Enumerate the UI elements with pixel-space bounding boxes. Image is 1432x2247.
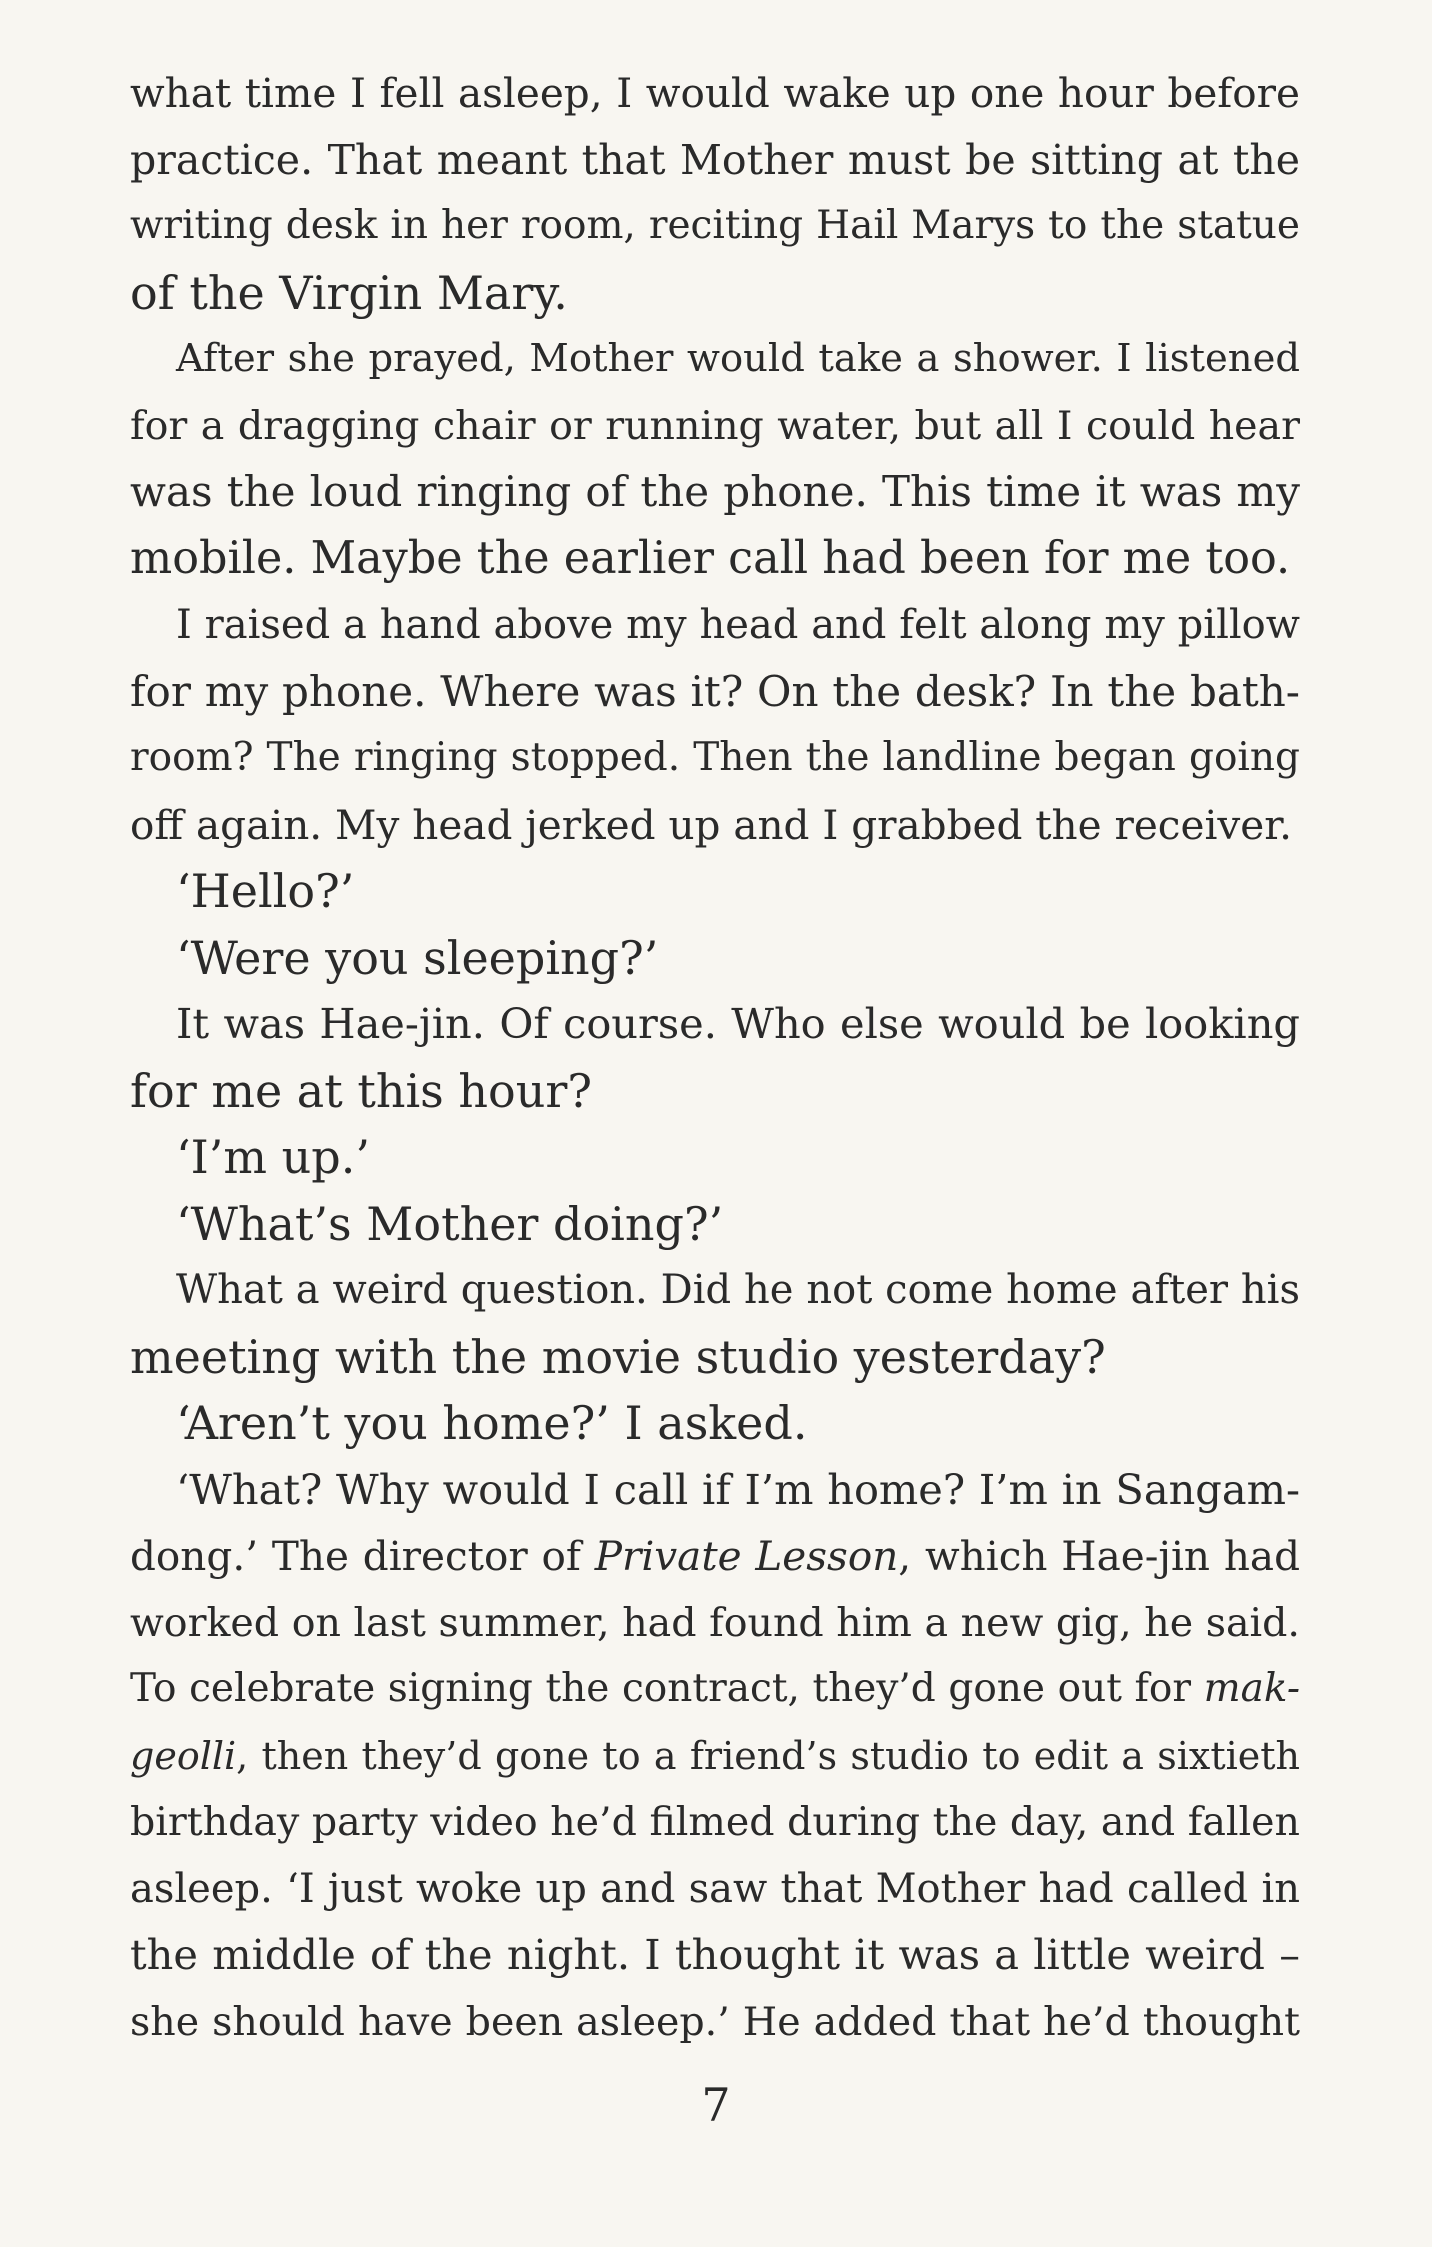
text-line: After she prayed, Mother would take a shower. I listened <box>176 336 1300 381</box>
text-line: for my phone. Where was it? On the desk? In the bath- <box>130 666 1300 716</box>
text-line: for a dragging chair or running water, but all I could hear <box>130 402 1300 449</box>
text-line: asleep. ‘I just woke up and saw that Mother had called in <box>130 1865 1300 1912</box>
text-line: ‘Were you sleeping?’ <box>176 930 659 985</box>
text-segment: , then they’d gone to a friend’s studio to edit a sixtieth <box>236 1733 1300 1778</box>
text-line: ‘Aren’t you home?’ I asked. <box>176 1396 808 1450</box>
text-line: off again. My head jerked up and I grabbed the receiver. <box>130 800 1293 849</box>
text-line: ‘What’s Mother doing?’ <box>176 1196 724 1251</box>
italic-word: mak- <box>1203 1666 1300 1711</box>
text-segment: To celebrate signing the contract, they’d gone out for <box>130 1666 1204 1711</box>
italic-word: geolli <box>130 1733 237 1778</box>
text-segment: , which Hae-jin had <box>898 1532 1300 1580</box>
text-line: It was Hae-jin. Of course. Who else would be looking <box>176 999 1300 1048</box>
text-line: ‘I’m up.’ <box>176 1130 370 1184</box>
text-line: mobile. Maybe the earlier call had been for me too. <box>130 532 1291 584</box>
text-line: of the Virgin Mary. <box>130 265 568 320</box>
text-line: writing desk in her room, reciting Hail Marys to the statue <box>130 203 1300 248</box>
text-line: ‘What? Why would I call if I’m home? I’m in Sangam- <box>176 1464 1300 1514</box>
text-line: birthday party video he’d filmed during the day, and fallen <box>130 1799 1300 1845</box>
text-line: for me at this hour? <box>130 1063 592 1118</box>
book-title-italic: Private Lesson <box>594 1532 899 1580</box>
text-line: the middle of the night. I thought it was a little weird – <box>130 1930 1300 1979</box>
text-line: ‘Hello?’ <box>176 864 355 918</box>
text-line: was the loud ringing of the phone. This time it was my <box>130 467 1300 516</box>
text-line: worked on last summer, had found him a new gig, he said. <box>130 1599 1300 1646</box>
text-segment: dong.’ The director of <box>130 1532 595 1580</box>
text-line <box>130 1723 1300 1790</box>
text-line: room? The ringing stopped. Then the landline began going <box>130 735 1300 780</box>
text-line: meeting with the movie studio yesterday? <box>130 1329 1106 1384</box>
text-line <box>130 1523 1300 1590</box>
text-line: she should have been asleep.’ He added that he’d thought <box>130 1998 1300 2045</box>
text-line <box>130 1656 1300 1723</box>
text-line: what time I fell asleep, I would wake up one hour before <box>130 69 1300 117</box>
text-line: What a weird question. Did he not come home after his <box>176 1267 1300 1313</box>
page-number: 7 <box>701 2078 731 2132</box>
text-line: practice. That meant that Mother must be sitting at the <box>130 135 1300 184</box>
body-text <box>130 60 1300 2055</box>
text-line: I raised a hand above my head and felt along my pillow <box>176 602 1300 648</box>
